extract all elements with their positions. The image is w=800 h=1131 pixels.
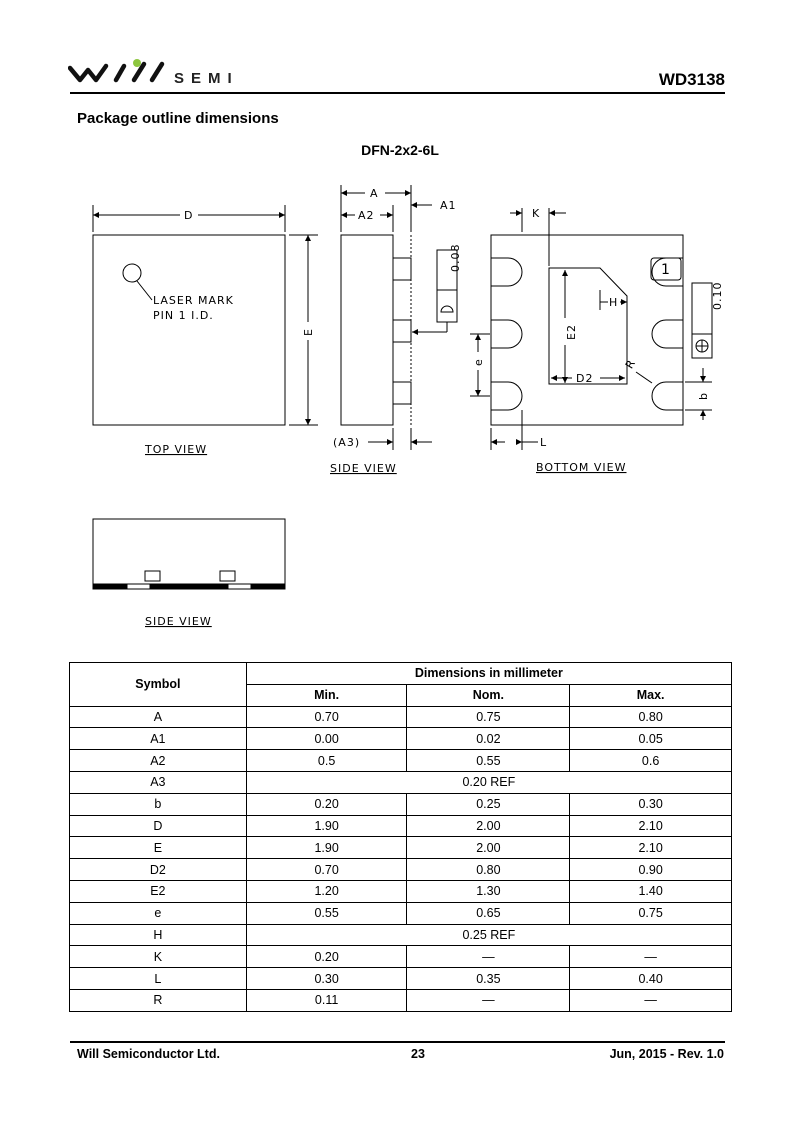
cell-symbol: L	[70, 968, 247, 990]
top-view-caption: TOP VIEW	[145, 443, 208, 456]
table-row	[70, 902, 732, 924]
cell-min: 1.90	[246, 815, 407, 837]
dimensions-table	[69, 662, 732, 1012]
cell-nom: 2.00	[407, 815, 570, 837]
laser-mark-line2: PIN 1 I.D.	[153, 309, 214, 322]
footer-date-revision: Jun, 2015 - Rev. 1.0	[609, 1047, 724, 1061]
cell-max: 1.40	[570, 880, 732, 902]
cell-max: 0.80	[570, 706, 732, 728]
table-row	[70, 946, 732, 968]
cell-symbol: H	[70, 924, 247, 946]
symbol-header: Symbol	[70, 663, 247, 707]
cell-min: 0.11	[246, 989, 407, 1011]
table-row	[70, 880, 732, 902]
footer-company: Will Semiconductor Ltd.	[77, 1047, 220, 1061]
cell-min: 1.20	[246, 880, 407, 902]
cell-max: —	[570, 946, 732, 968]
col-header-max: Max.	[570, 684, 732, 706]
group-header: Dimensions in millimeter	[246, 663, 731, 685]
label-R: R	[622, 356, 639, 371]
cell-symbol: D	[70, 815, 247, 837]
cell-nom: 0.02	[407, 728, 570, 750]
cell-symbol: A	[70, 706, 247, 728]
cell-nom: 0.65	[407, 902, 570, 924]
cell-symbol: E2	[70, 880, 247, 902]
label-D: D	[184, 209, 194, 222]
bottom-view-caption: BOTTOM VIEW	[536, 461, 627, 474]
label-tol-008: 0.08	[449, 243, 462, 272]
label-E2: E2	[565, 324, 578, 340]
side-view-2-caption: SIDE VIEW	[145, 615, 212, 628]
cell-max: 0.40	[570, 968, 732, 990]
exposed-pad	[549, 268, 627, 384]
cell-nom: 1.30	[407, 880, 570, 902]
col-header-nom: Nom.	[407, 684, 570, 706]
cell-nom: 2.00	[407, 837, 570, 859]
col-header-min: Min.	[246, 684, 407, 706]
label-e: e	[472, 358, 485, 366]
cell-symbol: A2	[70, 750, 247, 772]
cell-min: 0.20	[246, 793, 407, 815]
cell-min: 0.00	[246, 728, 407, 750]
cell-max: 0.05	[570, 728, 732, 750]
cell-symbol: b	[70, 793, 247, 815]
laser-mark-line1: LASER MARK	[153, 294, 234, 307]
cell-max: 2.10	[570, 837, 732, 859]
label-D2: D2	[576, 372, 594, 385]
table-row	[70, 706, 732, 728]
brand-text: SEMI	[174, 70, 239, 87]
cell-max: 2.10	[570, 815, 732, 837]
cell-max: 0.90	[570, 859, 732, 881]
table-row	[70, 728, 732, 750]
cell-symbol: K	[70, 946, 247, 968]
label-E: E	[302, 328, 315, 336]
cell-nom: 0.35	[407, 968, 570, 990]
cell-symbol: E	[70, 837, 247, 859]
side-view-caption: SIDE VIEW	[330, 462, 397, 475]
footer-page-number: 23	[411, 1047, 425, 1061]
cell-max: —	[570, 989, 732, 1011]
table-row	[70, 793, 732, 815]
label-A3: (A3)	[333, 436, 361, 449]
part-number: WD3138	[658, 70, 725, 89]
cell-symbol: A1	[70, 728, 247, 750]
label-tol-010: 0.10	[711, 281, 724, 310]
cell-symbol: A3	[70, 771, 247, 793]
table-row	[70, 815, 732, 837]
table-row	[70, 989, 732, 1011]
cell-ref: 0.25 REF	[246, 924, 731, 946]
cell-nom: —	[407, 946, 570, 968]
cell-symbol: e	[70, 902, 247, 924]
cell-max: 0.6	[570, 750, 732, 772]
cell-min: 0.70	[246, 859, 407, 881]
table-row	[70, 771, 732, 793]
table-row	[70, 968, 732, 990]
pin1-label: 1	[661, 262, 671, 278]
cell-min: 0.70	[246, 706, 407, 728]
cell-min: 0.55	[246, 902, 407, 924]
package-title: DFN-2x2-6L	[361, 142, 439, 158]
cell-min: 0.20	[246, 946, 407, 968]
cell-max: 0.75	[570, 902, 732, 924]
label-H: H	[609, 296, 619, 309]
cell-symbol: R	[70, 989, 247, 1011]
footer-divider	[70, 1041, 725, 1043]
cell-nom: 0.25	[407, 793, 570, 815]
label-A: A	[370, 187, 379, 200]
label-A1: A1	[440, 199, 457, 212]
section-title: Package outline dimensions	[77, 110, 279, 127]
cell-nom: 0.80	[407, 859, 570, 881]
top-view-outline	[93, 235, 285, 425]
table-row	[70, 750, 732, 772]
cell-max: 0.30	[570, 793, 732, 815]
cell-symbol: D2	[70, 859, 247, 881]
table-row	[70, 924, 732, 946]
side-view-body	[341, 235, 393, 425]
cell-ref: 0.20 REF	[246, 771, 731, 793]
table-row	[70, 837, 732, 859]
label-K: K	[532, 207, 541, 220]
cell-nom: 0.55	[407, 750, 570, 772]
pin1-marker	[123, 264, 141, 282]
label-L: L	[540, 436, 548, 449]
table-row	[70, 859, 732, 881]
label-A2: A2	[358, 209, 375, 222]
bottom-view-outline	[491, 235, 683, 425]
cell-min: 1.90	[246, 837, 407, 859]
cell-nom: 0.75	[407, 706, 570, 728]
label-b: b	[697, 392, 710, 400]
cell-nom: —	[407, 989, 570, 1011]
cell-min: 0.30	[246, 968, 407, 990]
cell-min: 0.5	[246, 750, 407, 772]
